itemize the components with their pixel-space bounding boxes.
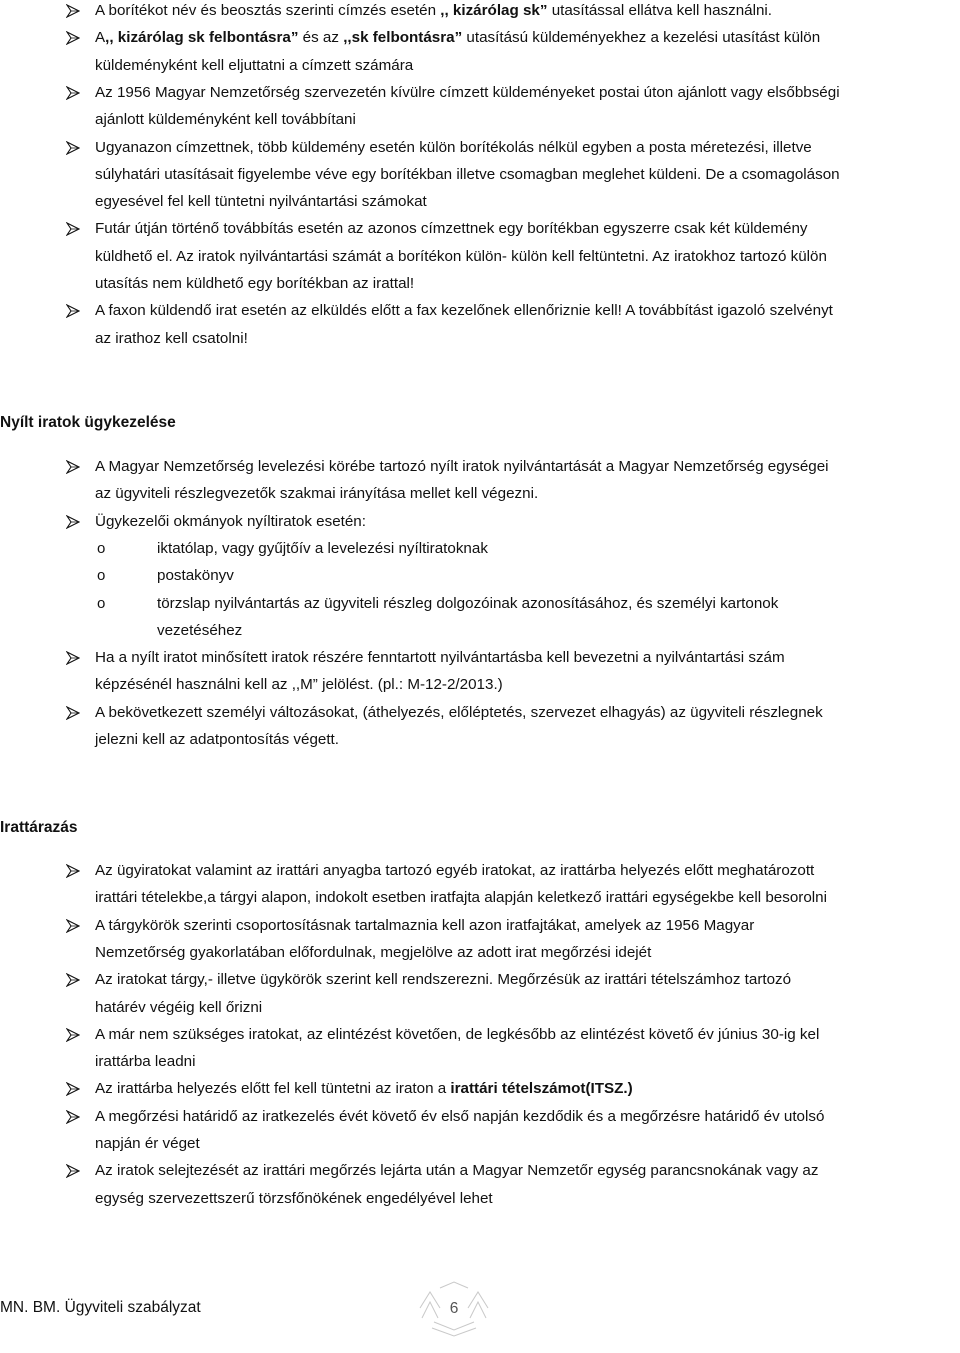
- text-run: Az iratokat tárgy,- illetve ügykörök szerint kell rendszerezni. Megőrzésük az irattári tételszámhoz tartozó: [95, 971, 792, 989]
- text-line: [95, 484, 538, 504]
- text-line: [95, 970, 791, 990]
- text-line: [95, 165, 840, 185]
- text-line: [95, 56, 413, 76]
- footer-doc-title: MN. BM. Ügyviteli szabályzat: [0, 1299, 201, 1316]
- arrowhead-bullet-icon: [66, 4, 80, 18]
- text-line: [95, 1079, 633, 1099]
- text-run: Ugyanazon címzettnek, több küldemény esetén külön borítékolás nélkül egyben a posta méretezési, illetve: [95, 138, 812, 156]
- text-run: A borítékot név és beosztás szerinti címzés esetén: [95, 2, 441, 19]
- text-run: és az: [298, 29, 344, 47]
- text-line: [95, 1189, 493, 1209]
- sub-list-item: törzslap nyilvántartás az ügyviteli részleg dolgozóinak azonosításához, és személyi kartonok: [157, 594, 779, 612]
- text-run: irattárba leadni: [95, 1053, 196, 1071]
- text-line: [95, 648, 785, 668]
- text-run: határév végéig kell őrizni: [95, 998, 263, 1016]
- arrowhead-bullet-icon: [66, 31, 80, 45]
- text-line: [95, 28, 820, 48]
- text-run: az irathoz kell csatolni!: [95, 329, 248, 347]
- text-run: Az 1956 Magyar Nemzetőrség szervezetén kívülre címzett küldeményeket postai úton ajánlott vagy elsőbbségi: [95, 83, 840, 101]
- text-line: [95, 1052, 195, 1072]
- sub-list-item: vezetéséhez: [157, 621, 243, 639]
- text-line: [95, 916, 754, 936]
- text-run: A bekövetkezett személyi változásokat, (áthelyezés, előléptetés, szervezet elhagyás) az ügyviteli részlegnek: [95, 703, 823, 721]
- text-run: Az irattárba helyezés előtt fel kell tüntetni az iraton a: [95, 1080, 451, 1098]
- text-line: [95, 675, 503, 695]
- text-line: [95, 861, 814, 881]
- text-run: Az ügyiratokat valamint az irattári anyagba tartozó egyéb iratokat, az irattárba helyezés előtt meghatározott: [95, 862, 815, 879]
- text-line: [95, 329, 248, 349]
- text-run: súlyhatári utasításait figyelembe véve egy borítékban illetve csomagban meglehet küldeni. De a csomagoláson: [95, 165, 840, 183]
- text-run: Az iratok selejtezését az irattári megőrzés lejárta után a Magyar Nemzetőr egység parancsnokának vagy az: [95, 1162, 819, 1180]
- sub-list-item: postakönyv: [157, 567, 234, 585]
- bold-text: ,, kizárólag sk felbontásra”: [105, 29, 299, 47]
- text-run: A megőrzési határidő az iratkezelés évét követő év első napján kezdődik és a megőrzésre határidő év utolsó: [95, 1107, 825, 1125]
- arrowhead-bullet-icon: [66, 1028, 80, 1042]
- text-line: [95, 1107, 824, 1127]
- text-run: küldhető el. Az iratok nyilvántartási számát a borítékon külön- külön kell feltüntetni. Az iratokhoz tartozó külön: [95, 247, 827, 265]
- text-line: [95, 998, 262, 1018]
- text-line: [95, 301, 833, 321]
- arrowhead-bullet-icon: [66, 706, 80, 720]
- text-run: irattári tételekbe,a tárgyi alapon, indokolt esetben iratfajta alapján keletkező irattári egységekbe kell besorolni: [95, 889, 827, 907]
- text-run: A tárgykörök szerinti csoportosításnak tartalmaznia kell azon iratfajtákat, amelyek az 1956 Magyar: [95, 916, 755, 934]
- circle-bullet-icon: o: [97, 594, 106, 612]
- text-line: [95, 138, 812, 158]
- text-line: [95, 219, 808, 239]
- circle-bullet-icon: o: [97, 539, 106, 557]
- text-run: A faxon küldendő irat esetén az elküldés előtt a fax kezelőnek ellenőriznie kell! A továbbítást igazoló szelvényt: [95, 302, 833, 320]
- text-line: [95, 1025, 819, 1045]
- section-heading: Irattárazás: [0, 819, 78, 836]
- text-line: [95, 457, 829, 477]
- arrowhead-bullet-icon: [66, 651, 80, 665]
- text-line: [95, 247, 827, 267]
- text-run: A: [95, 29, 106, 47]
- text-run: az ügyviteli részlegvezetők szakmai irányítása mellet kell végezni.: [95, 485, 539, 503]
- text-run: Futár útján történő továbbítás esetén az azonos címzettnek egy borítékban egyszerre csak két küldemény: [95, 220, 808, 238]
- arrowhead-bullet-icon: [66, 222, 80, 236]
- text-line: [95, 1134, 200, 1154]
- page-number-badge: [410, 1278, 498, 1342]
- arrowhead-bullet-icon: [66, 304, 80, 318]
- arrowhead-bullet-icon: [66, 864, 80, 878]
- bold-text: irattári tételszámot(ITSZ.): [450, 1080, 633, 1098]
- text-run: küldeményként kell eljuttatni a címzett számára: [95, 56, 414, 74]
- arrowhead-bullet-icon: [66, 1110, 80, 1124]
- text-run: utasítású küldeményekhez a kezelési utasítást külön: [462, 29, 821, 47]
- text-line: [95, 274, 414, 294]
- text-run: egység szervezettszerű törzsfőnökének engedélyével lehet: [95, 1189, 493, 1207]
- text-run: A Magyar Nemzetőrség levelezési körébe tartozó nyílt iratok nyilvántartását a Magyar Nemzetőrség egységei: [95, 458, 829, 475]
- arrowhead-bullet-icon: [66, 1082, 80, 1096]
- arrowhead-bullet-icon: [66, 1164, 80, 1178]
- text-run: utasítással ellátva kell használni.: [547, 2, 773, 19]
- arrowhead-bullet-icon: [66, 973, 80, 987]
- text-run: utasítás nem küldhető egy borítékban az irattal!: [95, 275, 415, 292]
- section-heading: Nyílt iratok ügykezelése: [0, 414, 176, 431]
- text-run: képzésénél használni kell az ,,M” jelölést. (pl.: M-12-2/2013.): [95, 676, 503, 694]
- arrowhead-bullet-icon: [66, 86, 80, 100]
- text-line: [95, 83, 840, 103]
- text-run: napján ér véget: [95, 1135, 200, 1152]
- text-run: A már nem szükséges iratokat, az elintézést követően, de legkésőbb az elintézést követő év június 30-ig kel: [95, 1025, 820, 1043]
- text-run: Ügykezelői okmányok nyíltiratok esetén:: [95, 512, 366, 530]
- text-line: [95, 943, 651, 963]
- bold-text: ,,sk felbontásra”: [343, 29, 463, 47]
- page-number: 6: [449, 1300, 459, 1317]
- text-run: Ha a nyílt iratot minősített iratok részére fenntartott nyilvántartásba kell bevezetni a nyilvántartási szám: [95, 649, 785, 667]
- text-line: [95, 1161, 818, 1181]
- text-run: Nemzetőrség gyakorlatában előfordulnak, megjelölve az adott irat megőrzési idejét: [95, 943, 652, 961]
- text-line: [95, 730, 339, 750]
- text-run: ajánlott küldeményként kell továbbítani: [95, 111, 356, 129]
- text-line: [95, 192, 427, 212]
- sub-list-item: iktatólap, vagy gyűjtőív a levelezési nyíltiratoknak: [157, 539, 488, 557]
- arrowhead-bullet-icon: [66, 515, 80, 529]
- arrowhead-bullet-icon: [66, 919, 80, 933]
- text-line: [95, 888, 827, 908]
- arrowhead-bullet-icon: [66, 460, 80, 474]
- text-run: egyesével fel kell tüntetni nyilvántartási számokat: [95, 193, 427, 211]
- arrowhead-bullet-icon: [66, 141, 80, 155]
- bold-text: ,, kizárólag sk”: [440, 2, 548, 19]
- text-line: [95, 512, 366, 532]
- text-line: [95, 703, 823, 723]
- circle-bullet-icon: o: [97, 567, 106, 585]
- text-run: jelezni kell az adatpontosítás végett.: [95, 731, 339, 748]
- text-line: [95, 1, 772, 21]
- text-line: [95, 110, 356, 130]
